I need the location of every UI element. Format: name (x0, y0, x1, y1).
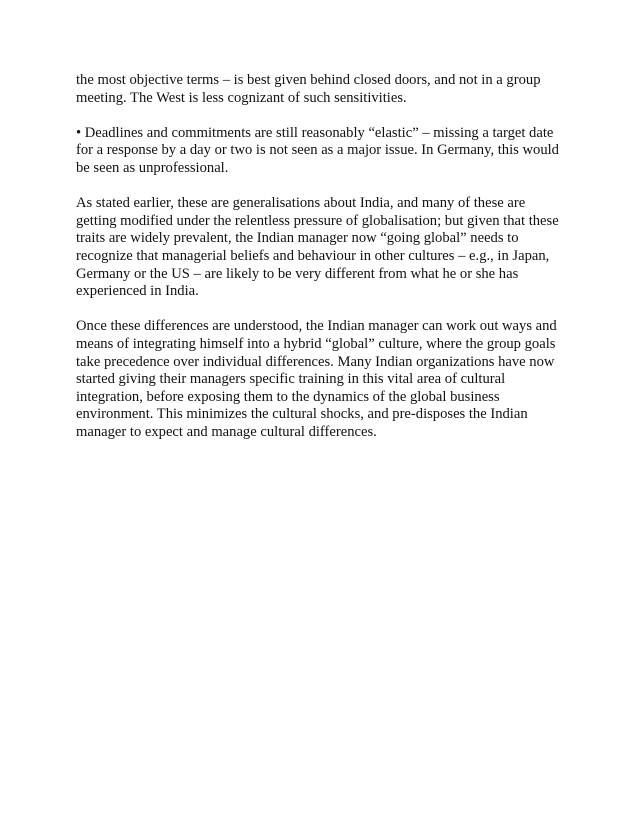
paragraph-line: meeting. The West is less cognizant of such sensitivities. (76, 89, 407, 106)
paragraph-line: As stated earlier, these are generalisations about India, and many of these are (76, 195, 526, 212)
paragraph-3 (76, 195, 576, 301)
paragraph-line: getting modified under the relentless pressure of globalisation; but given that these (76, 212, 559, 229)
paragraph-line: manager to expect and manage cultural differences. (76, 423, 377, 440)
paragraph-line: integration, before exposing them to the dynamics of the global business (76, 388, 500, 405)
paragraph-line: be seen as unprofessional. (76, 159, 229, 176)
paragraph-line: Germany or the US – are likely to be very different from what he or she has (76, 265, 519, 282)
paragraph-line: traits are widely prevalent, the Indian manager now “going global” needs to (76, 230, 519, 247)
paragraph-4 (76, 318, 576, 441)
paragraph-line: for a response by a day or two is not seen as a major issue. In Germany, this would (76, 142, 559, 159)
paragraph-line: environment. This minimizes the cultural shocks, and pre-disposes the Indian (76, 406, 528, 423)
paragraph-line: • Deadlines and commitments are still reasonably “elastic” – missing a target date (76, 124, 554, 141)
paragraph-line: Once these differences are understood, the Indian manager can work out ways and (76, 318, 557, 335)
paragraph-line: the most objective terms – is best given behind closed doors, and not in a group (76, 72, 541, 88)
document-page (76, 72, 576, 459)
paragraph-2-bullet (76, 125, 576, 178)
paragraph-line: means of integrating himself into a hybrid “global” culture, where the group goals (76, 335, 556, 352)
paragraph-line: take precedence over individual differences. Many Indian organizations have now (76, 353, 555, 370)
paragraph-line: experienced in India. (76, 283, 199, 300)
paragraph-1 (76, 72, 576, 107)
paragraph-line: started giving their managers specific training in this vital area of cultural (76, 371, 506, 388)
paragraph-line: recognize that managerial beliefs and behaviour in other cultures – e.g., in Japan, (76, 247, 550, 264)
